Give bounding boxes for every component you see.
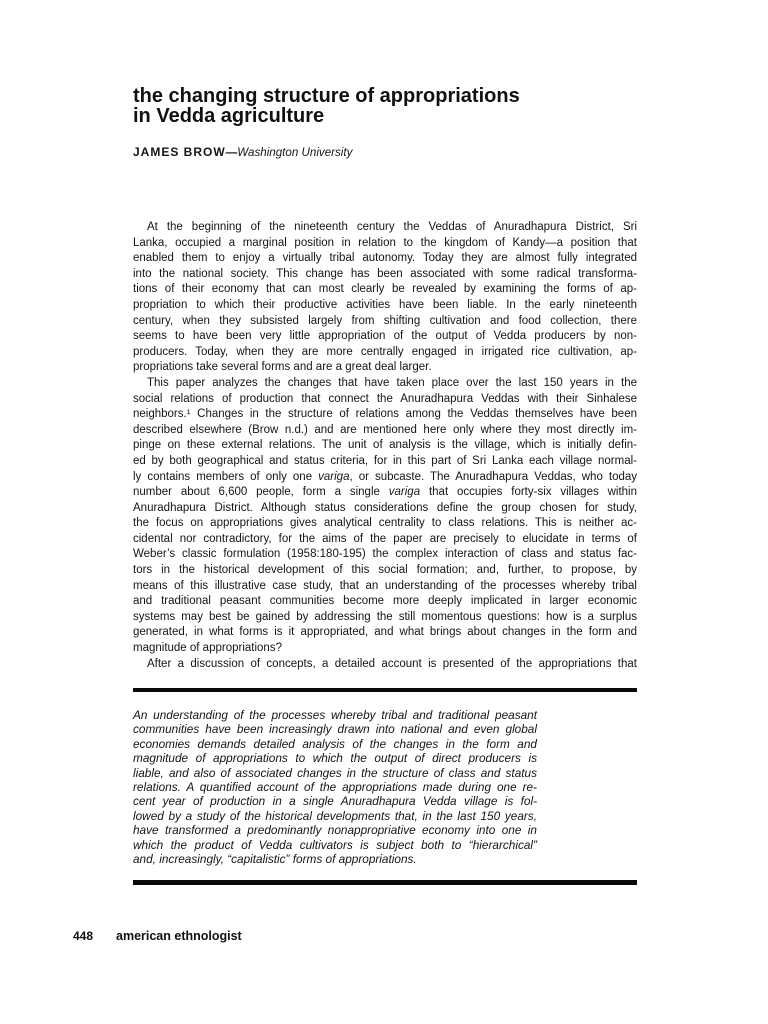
body-line: cidental nor contradictory, for the aims of the paper are precisely to elucidate in terms of bbox=[133, 532, 637, 545]
abstract-line: and, increasingly, “capitalistic” forms of appropriations. bbox=[133, 852, 417, 867]
body-line: neighbors.¹ Changes in the structure of relations among the Veddas themselves have been bbox=[133, 408, 637, 421]
text-run: ly contains members of only one bbox=[133, 470, 319, 483]
body-line bbox=[133, 485, 637, 501]
abstract-line: have transformed a predominantly nonappropriative economy into one in bbox=[133, 823, 537, 838]
body-line bbox=[133, 470, 637, 486]
body-line: After a discussion of concepts, a detailed account is presented of the appropriations that bbox=[147, 657, 637, 670]
body-line: tors in the historical development of this social formation; and, further, to propose, by bbox=[133, 564, 637, 577]
body-line: Lanka, occupied a marginal position in relation to the kingdom of Kandy—a position that bbox=[133, 236, 637, 249]
body-line: century, when they subsisted largely from shifting cultivation and food collection, there bbox=[133, 314, 637, 327]
author-name: JAMES BROW bbox=[133, 145, 226, 159]
body-paragraph bbox=[133, 376, 637, 657]
body-line: pinge on these external relations. The unit of analysis is the village, which is initially defin- bbox=[133, 439, 637, 452]
body-line: systems may best be gained by addressing the still momentous questions: how is a surplus bbox=[133, 610, 637, 623]
body-line: means of this illustrative case study, that an understanding of the processes whereby tribal bbox=[133, 579, 637, 592]
article-body bbox=[133, 220, 637, 672]
author-affiliation: Washington University bbox=[237, 146, 353, 159]
abstract-line: cent year of production in a single Anuradhapura Vedda village is fol- bbox=[133, 794, 537, 809]
abstract-line: lowed by a study of the historical developments that, in the last 150 years, bbox=[133, 808, 537, 823]
body-line: producers. Today, when they are more centrally engaged in irrigated rice cultivation, ap- bbox=[133, 345, 637, 358]
abstract-top-rule bbox=[133, 688, 637, 692]
author-byline bbox=[133, 144, 352, 160]
abstract-line: magnitude of appropriations to which the output of direct producers is bbox=[133, 751, 537, 766]
body-line: Weber’s classic formulation (1958:180-195) the complex interaction of class and status fac- bbox=[133, 548, 637, 561]
body-line: enabled them to enjoy a virtually tribal autonomy. Today they are almost fully integrated bbox=[133, 252, 637, 265]
abstract-line: economies demands detailed analysis of the changes in the form and bbox=[133, 736, 537, 751]
italic-term: variga bbox=[318, 470, 350, 483]
abstract-line: which the product of Vedda cultivators is subject both to “hierarchical” bbox=[133, 837, 537, 852]
article-title bbox=[133, 86, 673, 126]
title-line: the changing structure of appropriations bbox=[133, 85, 520, 107]
text-run: number about 6,600 people, form a single bbox=[133, 486, 389, 499]
abstract bbox=[133, 708, 537, 866]
byline-separator: — bbox=[225, 146, 238, 159]
body-paragraph bbox=[133, 657, 637, 673]
text-run: , or subcaste. The Anuradhapura Veddas, who today bbox=[349, 470, 637, 483]
body-line: described elsewhere (Brow n.d.) and are mentioned here only where they most directly im- bbox=[133, 423, 637, 436]
body-line: propriations take several forms and are a great deal larger. bbox=[133, 361, 432, 374]
abstract-bottom-rule bbox=[133, 880, 637, 885]
body-line: into the national society. This change has been associated with some radical transforma- bbox=[133, 267, 637, 280]
abstract-line: liable, and also of associated changes in the structure of class and status bbox=[133, 765, 537, 780]
body-line: At the beginning of the nineteenth century the Veddas of Anuradhapura District, Sri bbox=[147, 221, 637, 233]
body-line: magnitude of appropriations? bbox=[133, 642, 282, 655]
body-line: This paper analyzes the changes that have taken place over the last 150 years in the bbox=[147, 376, 637, 389]
title-line: in Vedda agriculture bbox=[133, 105, 325, 127]
body-line: propriation to which their productive activities have been liable. In the early nineteenth bbox=[133, 298, 637, 311]
body-line: tions of their economy that can most clearly be revealed by examining the forms of ap- bbox=[133, 283, 637, 296]
body-line: social relations of production that connect the Anuradhapura Veddas with their Sinhalese bbox=[133, 392, 637, 405]
body-line: ed by both geographical and status criteria, for in this part of Sri Lanka each village normal- bbox=[133, 454, 637, 467]
body-line: Anuradhapura District. Although status considerations define the group chosen for study, bbox=[133, 501, 637, 514]
abstract-line: An understanding of the processes whereby tribal and traditional peasant bbox=[133, 708, 537, 722]
journal-name: american ethnologist bbox=[116, 929, 242, 943]
body-paragraph bbox=[133, 220, 637, 376]
body-line: and traditional peasant communities become more deeply implicated in larger economic bbox=[133, 595, 637, 608]
page-number: 448 bbox=[73, 929, 94, 943]
abstract-line: communities have been increasingly drawn into national and even global bbox=[133, 722, 537, 737]
body-line: the focus on appropriations gives analytical centrality to class relations. This is neither ac- bbox=[133, 517, 637, 530]
text-run: that occupies forty-six villages within bbox=[420, 486, 637, 499]
body-line: seems to have been very little appropriation of the output of Vedda producers by non- bbox=[133, 330, 637, 343]
page-footer bbox=[73, 929, 242, 943]
body-line: generated, in what forms is it appropriated, and what brings about changes in the form and bbox=[133, 626, 637, 639]
italic-term: variga bbox=[388, 486, 421, 499]
abstract-line: relations. A quantified account of the appropriations made during one re- bbox=[133, 780, 537, 795]
